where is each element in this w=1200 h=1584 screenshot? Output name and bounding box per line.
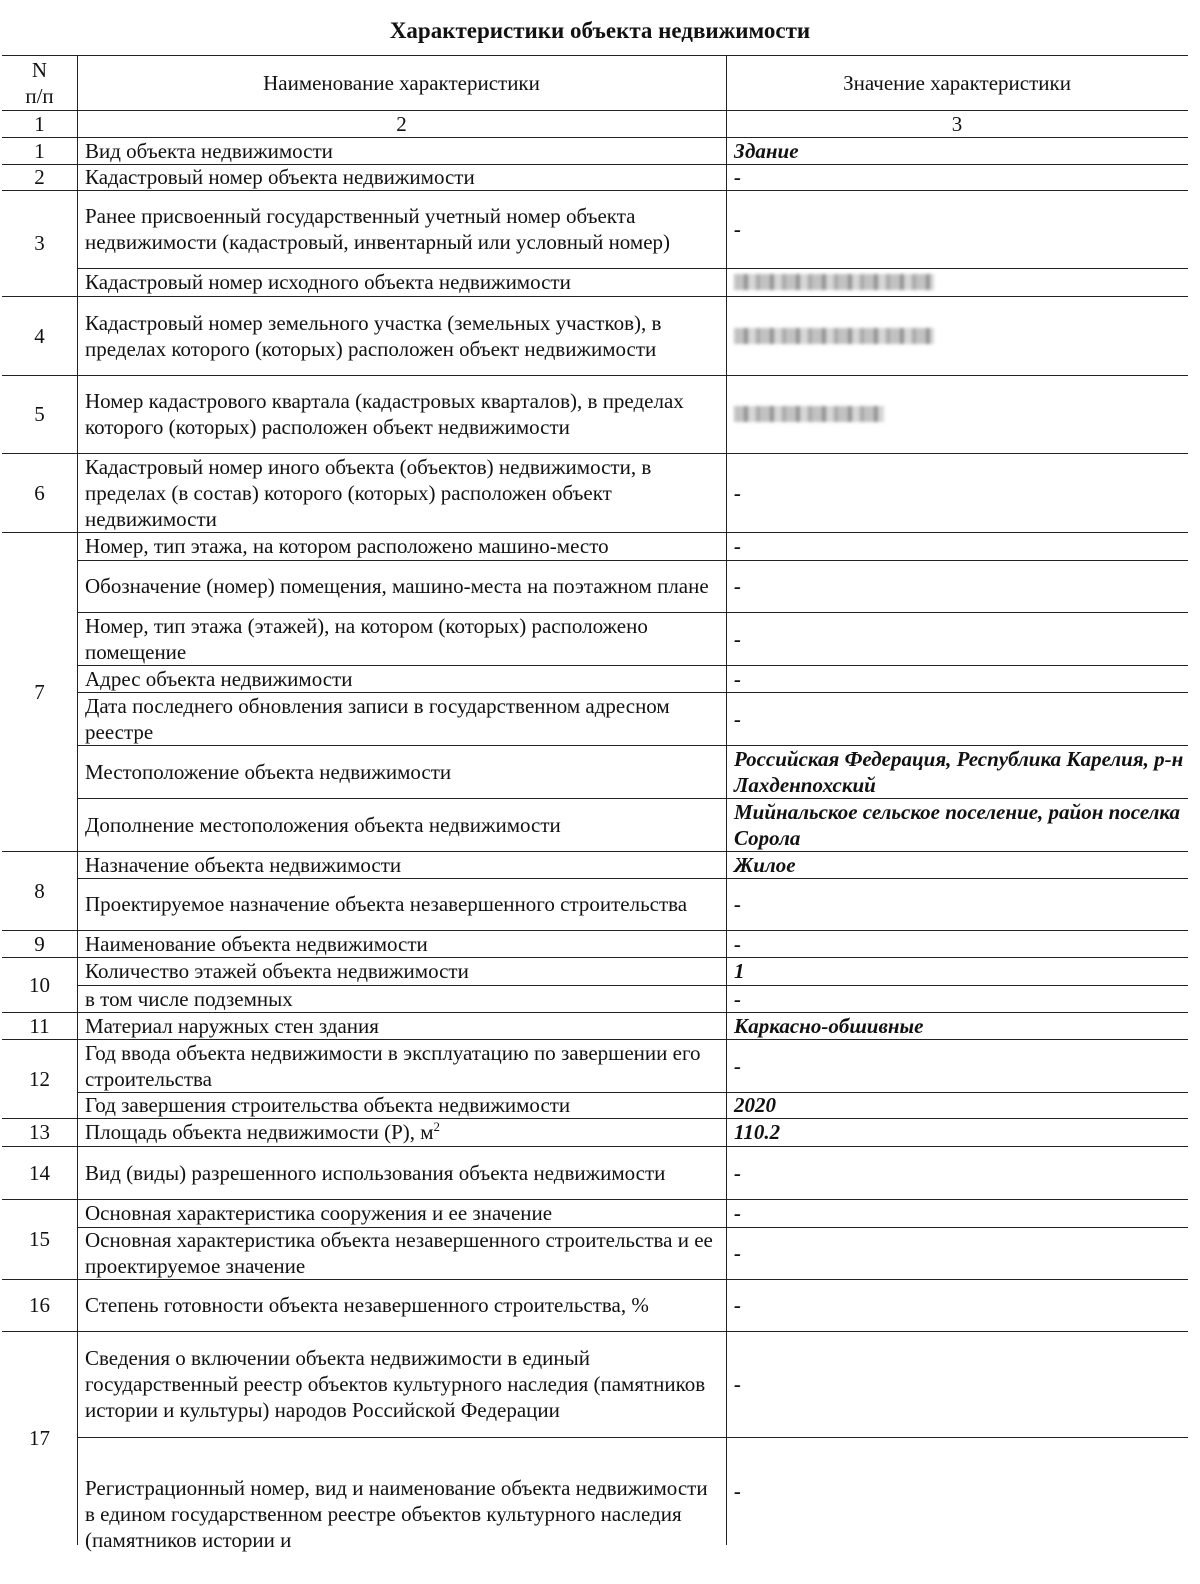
characteristic-name-text: в том числе подземных xyxy=(85,986,293,1011)
redacted-value xyxy=(734,274,934,290)
characteristic-value xyxy=(726,1118,1188,1146)
characteristic-name-text: Проектируемое назначение объекта незавершенного строительства xyxy=(85,892,688,916)
header-value: Значение характеристики xyxy=(843,70,1071,95)
characteristic-value xyxy=(726,1279,1188,1331)
characteristic-value-text: - xyxy=(734,574,741,598)
characteristic-name xyxy=(77,745,726,798)
characteristic-name-text: Кадастровый номер исходного объекта недвижимости xyxy=(85,270,571,294)
characteristic-name-text: Дата последнего обновления записи в государственном адресном реестре xyxy=(85,693,670,744)
characteristic-name-text: Наименование объекта недвижимости xyxy=(85,931,428,956)
row-number: 17 xyxy=(29,1426,50,1450)
characteristic-name-text: Основная характеристика объекта незавершенного строительства и ее проектируемое значение xyxy=(85,1228,713,1278)
characteristic-value-text: - xyxy=(734,480,741,505)
characteristic-name-text: Местоположение объекта недвижимости xyxy=(85,759,452,784)
characteristic-value-text: - xyxy=(734,1479,741,1503)
characteristic-name xyxy=(77,1012,726,1039)
characteristic-name xyxy=(77,957,726,985)
row-number: 13 xyxy=(29,1120,50,1144)
characteristic-name xyxy=(77,1331,726,1437)
characteristic-value-text: Жилое xyxy=(734,852,796,877)
characteristic-value-text: 1 xyxy=(734,959,745,983)
characteristic-value xyxy=(726,745,1188,798)
characteristic-name xyxy=(77,930,726,957)
header-number-line2: п/п xyxy=(25,83,54,108)
characteristic-name-text: Степень готовности объекта незавершенного строительства, % xyxy=(85,1293,649,1317)
characteristic-name-text: Кадастровый номер объекта недвижимости xyxy=(85,165,475,189)
characteristic-name xyxy=(77,453,726,532)
characteristic-value-text: Мийнальское сельское поселение, район поселка Сорола xyxy=(734,799,1181,850)
characteristic-value-text: - xyxy=(734,1053,741,1078)
characteristic-value xyxy=(726,798,1188,851)
characteristic-value-text: - xyxy=(734,1241,741,1265)
characteristic-name-text: Адрес объекта недвижимости xyxy=(85,666,353,691)
characteristic-value xyxy=(726,164,1188,190)
characteristic-name xyxy=(77,1118,726,1146)
characteristic-value xyxy=(726,878,1188,930)
column-index-3: 3 xyxy=(951,111,963,136)
characteristic-value xyxy=(726,1039,1188,1092)
characteristic-name-text: Площадь объекта недвижимости (Р), $м^2$ xyxy=(85,1119,441,1144)
characteristic-name-text: Материал наружных стен здания xyxy=(85,1013,379,1038)
redacted-value xyxy=(734,328,934,344)
characteristic-name xyxy=(77,268,726,296)
characteristic-value xyxy=(726,957,1188,985)
row-number: 7 xyxy=(34,679,45,704)
characteristic-value xyxy=(726,930,1188,957)
characteristic-value-text: - xyxy=(734,534,741,558)
characteristic-name xyxy=(77,560,726,612)
characteristic-name-text: Обозначение (номер) помещения, машино-места на поэтажном плане xyxy=(85,574,709,598)
characteristic-value xyxy=(726,296,1188,375)
characteristic-name-text: Сведения о включении объекта недвижимости в единый государственный реестр объектов культурного наследия (памятников истории и культуры) народов Российской Федерации xyxy=(85,1346,706,1422)
column-index-2: 2 xyxy=(396,111,407,136)
characteristic-name xyxy=(77,1279,726,1331)
characteristic-value-text: - xyxy=(734,666,741,691)
characteristic-name-text: Основная характеристика сооружения и ее значение xyxy=(85,1201,553,1225)
characteristic-name xyxy=(77,665,726,692)
characteristic-name-text: Вид объекта недвижимости xyxy=(85,138,333,163)
row-number: 12 xyxy=(29,1066,50,1091)
characteristic-value-text: - xyxy=(734,1201,741,1225)
characteristic-value-text: - xyxy=(734,217,741,241)
characteristic-name xyxy=(77,1146,726,1199)
characteristic-value-text: Здание xyxy=(734,138,799,163)
characteristic-value xyxy=(726,1227,1188,1279)
characteristic-value xyxy=(726,560,1188,612)
characteristic-value-text: Российская Федерация, Республика Карелия, р-н Лахденпохский xyxy=(734,746,1184,797)
characteristic-name xyxy=(77,612,726,665)
characteristic-value-text: Каркасно-обшивные xyxy=(734,1013,924,1038)
characteristic-name xyxy=(77,692,726,745)
characteristic-name-text: Кадастровый номер иного объекта (объектов) недвижимости, в пределах (в состав) которого (которых) расположен объект недвижимости xyxy=(85,454,652,531)
characteristic-name-text: Кадастровый номер земельного участка (земельных участков), в пределах которого (которых) расположен объект недвижимости xyxy=(85,310,662,361)
characteristic-value xyxy=(726,985,1188,1012)
characteristic-value-text: 110.2 xyxy=(734,1120,781,1144)
column-index-1: 1 xyxy=(34,111,45,136)
document-title: Характеристики объекта недвижимости xyxy=(389,18,811,43)
characteristic-name xyxy=(77,878,726,930)
characteristic-value xyxy=(726,692,1188,745)
characteristic-value xyxy=(726,1437,1188,1545)
header-number-line1: N xyxy=(31,57,48,82)
characteristic-name xyxy=(77,851,726,878)
characteristic-value xyxy=(726,532,1188,560)
characteristic-name xyxy=(77,985,726,1012)
characteristic-name xyxy=(77,375,726,453)
characteristic-name xyxy=(77,296,726,375)
characteristic-name xyxy=(77,137,726,164)
superscript: 2 xyxy=(433,1119,441,1134)
characteristic-value-text: - xyxy=(734,165,741,189)
characteristic-name xyxy=(77,1227,726,1279)
characteristic-value xyxy=(726,453,1188,532)
characteristic-value xyxy=(726,851,1188,878)
characteristic-name-text: Назначение объекта недвижимости xyxy=(85,852,402,877)
header-name: Наименование характеристики xyxy=(263,70,540,95)
row-number: 15 xyxy=(29,1227,50,1251)
row-number: 3 xyxy=(34,231,45,255)
characteristic-name xyxy=(77,1039,726,1092)
characteristic-value xyxy=(726,1199,1188,1227)
redacted-value xyxy=(734,406,884,422)
characteristic-name xyxy=(77,1092,726,1118)
characteristic-name-text: Год ввода объекта недвижимости в эксплуатацию по завершении его строительства xyxy=(85,1040,701,1091)
characteristic-value-text: - xyxy=(734,1293,741,1317)
characteristic-name-text: Номер, тип этажа, на котором расположено машино-место xyxy=(85,534,609,558)
header-number xyxy=(2,55,77,110)
row-number: 14 xyxy=(29,1160,50,1185)
characteristic-value-text: - xyxy=(734,706,741,731)
characteristic-value-text: - xyxy=(734,931,741,956)
characteristic-name xyxy=(77,532,726,560)
row-number: 9 xyxy=(34,931,45,956)
characteristic-name-text: Регистрационный номер, вид и наименование объекта недвижимости в едином государственном реестре объектов культурного наследия (памятников истории и xyxy=(85,1476,708,1552)
characteristic-value xyxy=(726,190,1188,268)
characteristic-value-text: - xyxy=(734,986,741,1011)
characteristic-value xyxy=(726,268,1188,296)
characteristic-value xyxy=(726,137,1188,164)
characteristic-value xyxy=(726,1331,1188,1437)
characteristic-name-text: Дополнение местоположения объекта недвижимости xyxy=(85,812,561,837)
characteristic-name-text: Номер кадастрового квартала (кадастровых кварталов), в пределах которого (которых) расположен объект недвижимости xyxy=(85,389,684,439)
row-number: 8 xyxy=(34,878,45,903)
row-number: 5 xyxy=(34,402,45,426)
characteristic-value-text: - xyxy=(734,892,741,916)
row-number: 10 xyxy=(29,972,50,997)
characteristic-name-text: Год завершения строительства объекта недвижимости xyxy=(85,1093,571,1117)
row-number: 2 xyxy=(34,165,45,189)
characteristic-name xyxy=(77,798,726,851)
characteristic-value-text: - xyxy=(734,1160,741,1185)
characteristic-name xyxy=(77,190,726,268)
row-number: 11 xyxy=(29,1013,50,1038)
characteristic-name-text: Ранее присвоенный государственный учетный номер объекта недвижимости (кадастровый, инвентарный или условный номер) xyxy=(85,204,671,254)
characteristic-value-text: - xyxy=(734,1372,741,1396)
characteristic-value xyxy=(726,612,1188,665)
row-number: 6 xyxy=(34,480,45,505)
characteristic-name-text: Вид (виды) разрешенного использования объекта недвижимости xyxy=(85,1160,666,1185)
row-number: 4 xyxy=(34,323,45,348)
characteristic-name xyxy=(77,1437,726,1584)
characteristic-value xyxy=(726,1092,1188,1118)
row-number: 1 xyxy=(34,138,45,163)
characteristic-name xyxy=(77,164,726,190)
characteristic-name xyxy=(77,1199,726,1227)
characteristic-name-text: Номер, тип этажа (этажей), на котором (которых) расположено помещение xyxy=(85,613,648,664)
characteristic-value-text: 2020 xyxy=(734,1093,776,1117)
characteristic-name-text: Количество этажей объекта недвижимости xyxy=(85,959,469,983)
characteristic-value-text: - xyxy=(734,626,741,651)
row-number: 16 xyxy=(29,1293,50,1317)
characteristic-value xyxy=(726,665,1188,692)
characteristic-value xyxy=(726,1146,1188,1199)
characteristic-value xyxy=(726,375,1188,453)
characteristic-value xyxy=(726,1012,1188,1039)
